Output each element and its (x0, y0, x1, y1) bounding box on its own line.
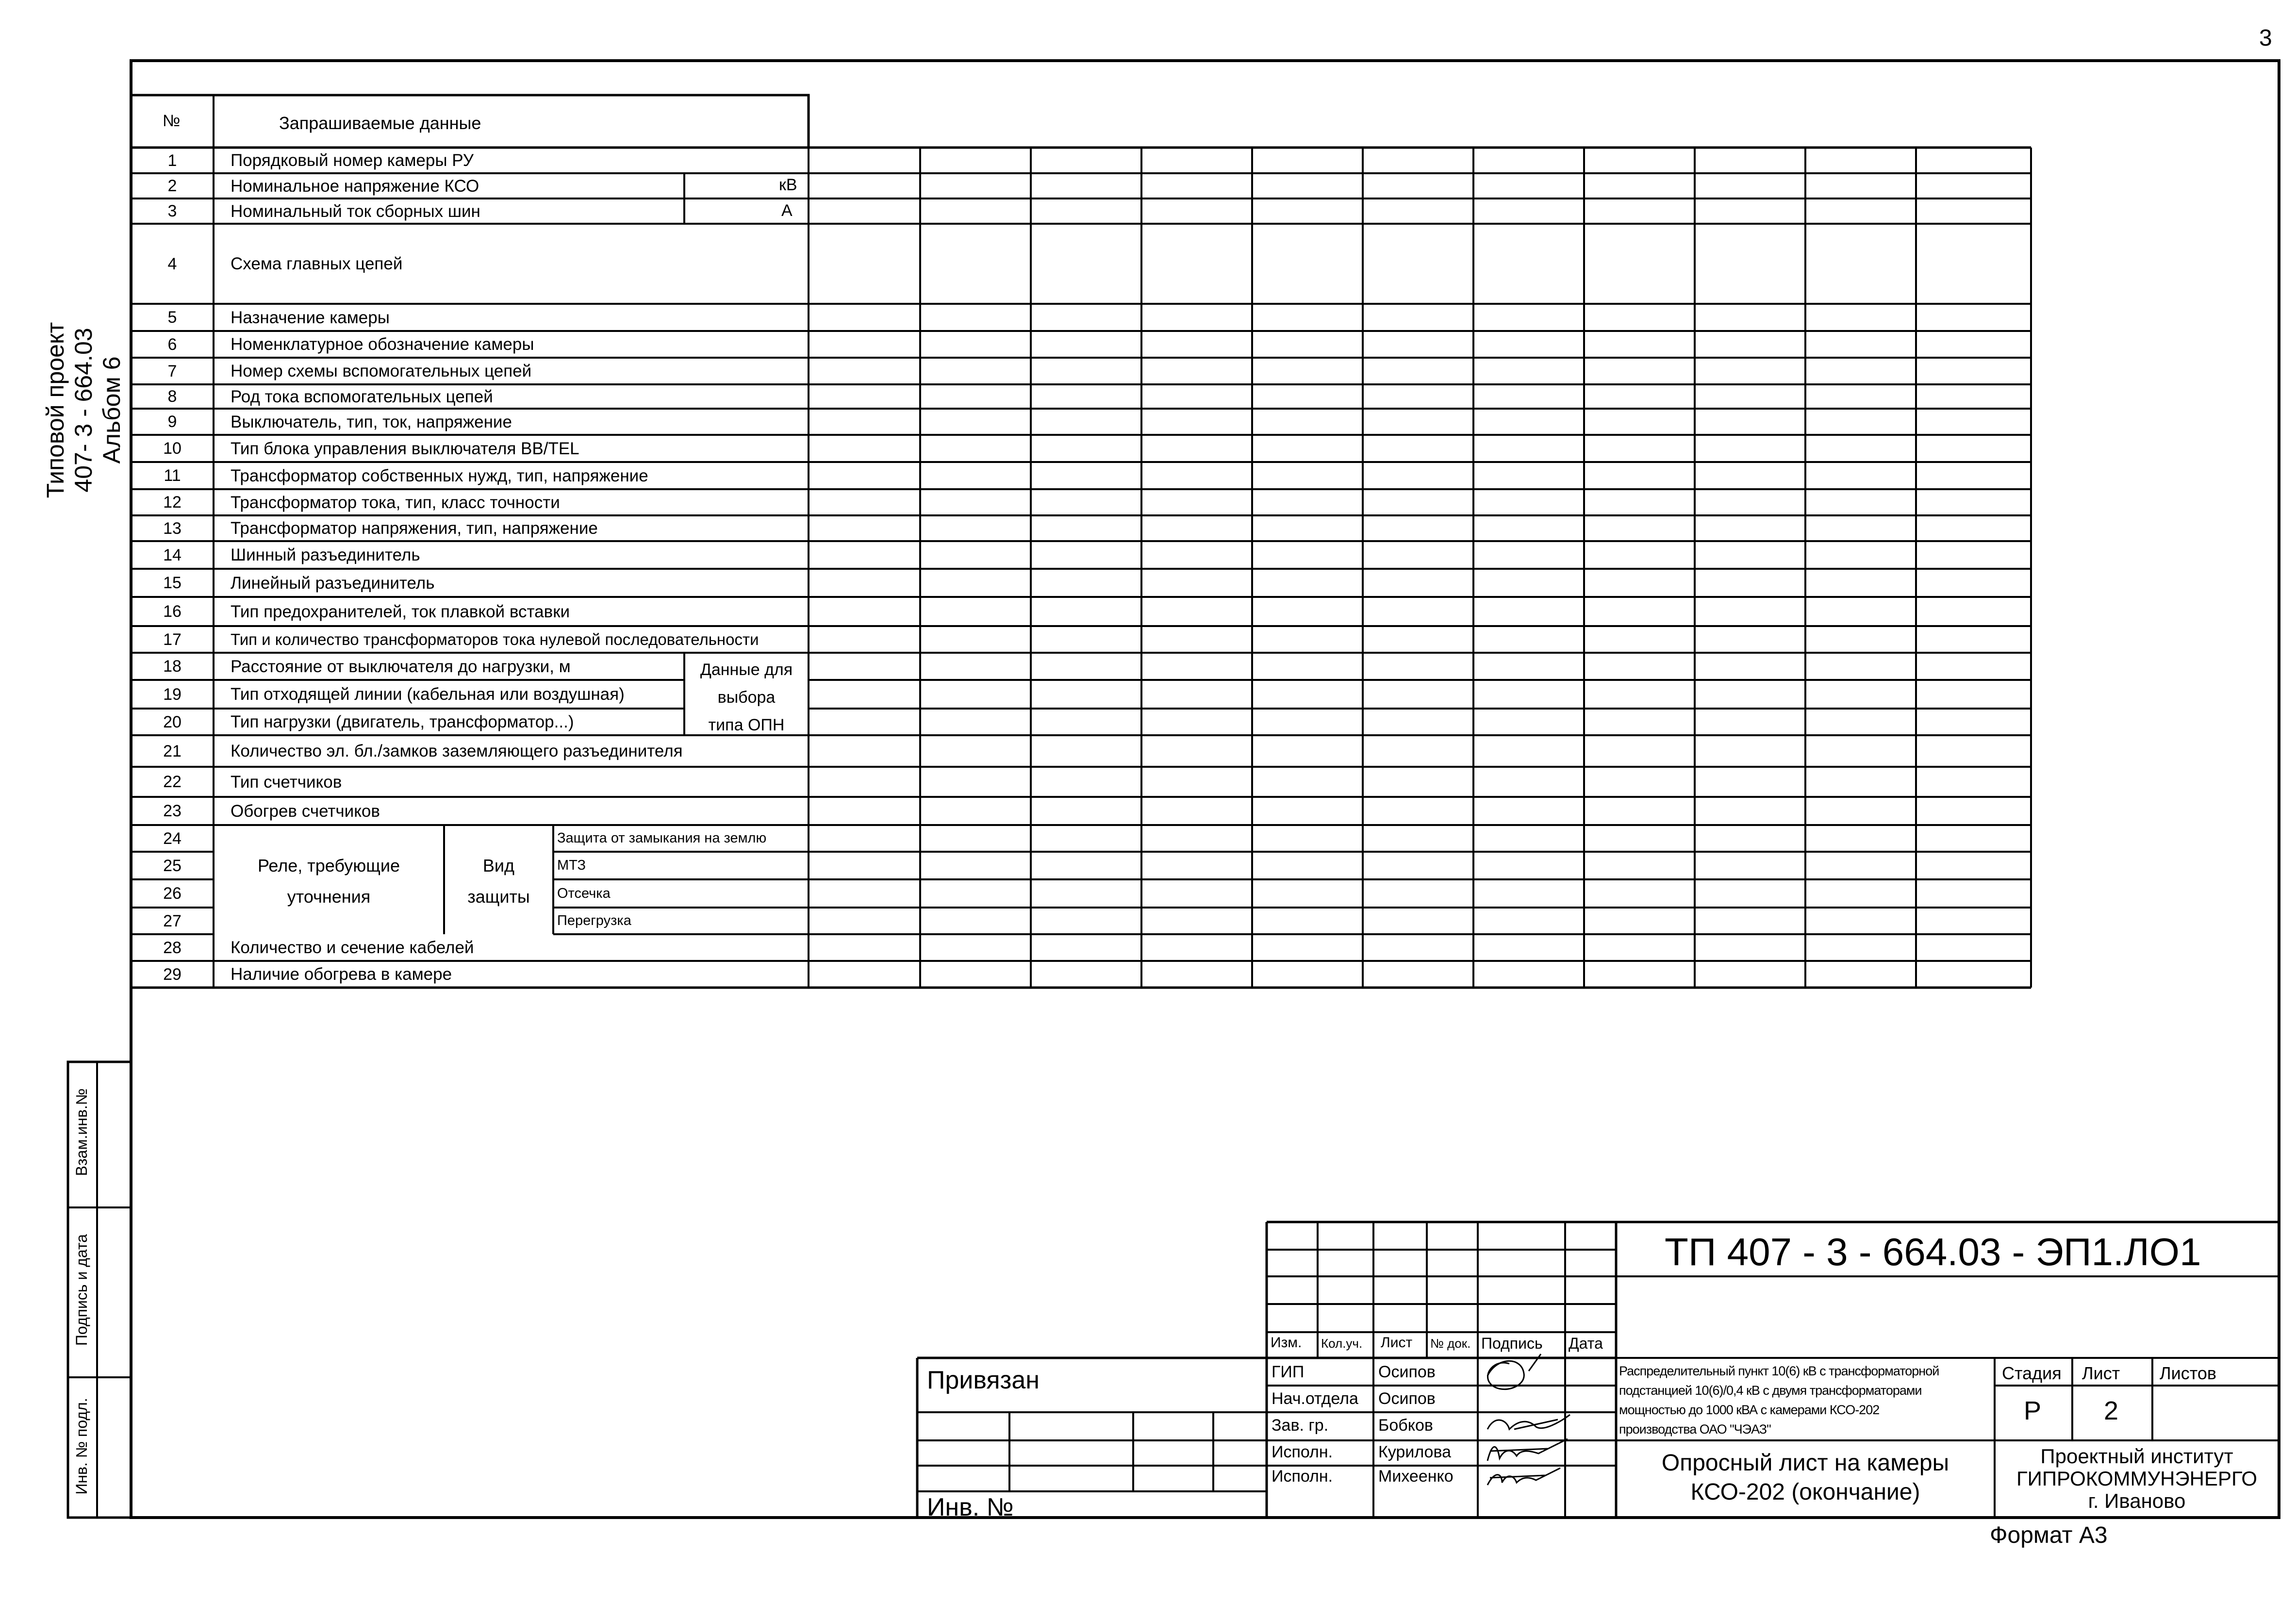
row-number: 4 (167, 254, 177, 273)
stage-label: Стадия (2002, 1363, 2062, 1383)
row-question: Схема главных цепей (231, 254, 403, 273)
role-label: Исполн. (1272, 1443, 1333, 1461)
row-question: Номинальный ток сборных шин (231, 201, 480, 221)
row-number: 22 (163, 773, 182, 791)
row-number: 12 (163, 493, 182, 512)
row-number: 15 (163, 574, 182, 592)
opn-note: Данные для выбора типа ОПН (700, 661, 793, 734)
row-question: Номинальное напряжение КСО (231, 176, 479, 196)
row-question: Количество и сечение кабелей (231, 938, 474, 957)
row-question: Защита от замыкания на землю (557, 830, 767, 846)
sheet-title: Опросный лист на камеры КСО-202 (окончание) (1661, 1450, 1949, 1505)
row-number: 28 (163, 938, 182, 957)
role-name: Бобков (1378, 1416, 1433, 1435)
row-question: Отсечка (557, 885, 611, 901)
unit-a: А (781, 201, 793, 220)
row-question: МТЗ (557, 858, 586, 873)
row-question: Тип блока управления выключателя BB/TEL (231, 439, 579, 458)
protection-label: Вид защиты (467, 856, 530, 907)
role-label: Нач.отдела (1272, 1389, 1358, 1408)
col-kol: Кол.уч. (1321, 1336, 1363, 1351)
podpis-data-label: Подпись и дата (73, 1234, 90, 1346)
privyazan-label: Привязан (927, 1366, 1040, 1394)
row-question: Обогрев счетчиков (231, 801, 380, 821)
row-number: 29 (163, 965, 182, 984)
row-question: Тип отходящей линии (кабельная или воздушная) (231, 685, 625, 704)
row-question: Тип и количество трансформаторов тока нулевой последовательности (231, 630, 759, 648)
row-question: Номер схемы вспомогательных цепей (231, 362, 532, 380)
row-number: 9 (167, 413, 177, 431)
row-number: 10 (163, 439, 182, 458)
doc-code: ТП 407 - 3 - 664.03 - ЭП1.ЛО1 (1665, 1230, 2201, 1273)
row-number: 8 (167, 387, 177, 406)
unit-kv: кВ (779, 176, 797, 194)
row-question: Расстояние от выключателя до нагрузки, м (231, 657, 571, 676)
row-number: 2 (167, 177, 177, 195)
col-ndok: № док. (1430, 1336, 1471, 1351)
header-data: Запрашиваемые данные (279, 113, 481, 133)
row-number: 24 (163, 829, 182, 848)
row-question: Род тока вспомогательных цепей (231, 387, 493, 406)
row-question: Порядковый номер камеры РУ (231, 151, 474, 170)
row-number: 1 (167, 151, 177, 170)
inv-no-label: Инв. № (927, 1493, 1014, 1521)
project-line-2: 407- 3 - 664.03 (70, 328, 97, 493)
row-number: 27 (163, 911, 182, 930)
row-question: Наличие обогрева в камере (231, 965, 452, 984)
row-number: 13 (163, 519, 182, 538)
row-number: 23 (163, 802, 182, 820)
project-line-1: Типовой проект (42, 322, 69, 498)
role-name: Михеенко (1378, 1467, 1454, 1486)
row-question: Шинный разъединитель (231, 545, 420, 564)
project-line-3: Альбом 6 (98, 356, 125, 464)
row-question: Назначение камеры (231, 308, 390, 327)
row-number: 17 (163, 630, 182, 649)
col-list: Лист (1381, 1335, 1413, 1351)
row-question: Трансформатор тока, тип, класс точности (231, 493, 560, 512)
row-question: Выключатель, тип, ток, напряжение (231, 412, 512, 431)
row-question: Тип счетчиков (231, 772, 342, 792)
row-number: 6 (167, 335, 177, 354)
row-number: 21 (163, 742, 182, 760)
row-question: Количество эл. бл./замков заземляющего разъединителя (231, 742, 683, 760)
sheet-value: 2 (2104, 1396, 2119, 1425)
row-question: Перегрузка (557, 913, 631, 928)
row-number: 20 (163, 712, 182, 731)
row-question: Трансформатор собственных нужд, тип, напряжение (231, 466, 648, 485)
row-number: 14 (163, 545, 182, 564)
format-label: Формат А3 (1990, 1522, 2108, 1548)
row-number: 16 (163, 602, 182, 621)
col-data: Дата (1569, 1335, 1603, 1352)
row-number: 25 (163, 856, 182, 875)
row-number: 26 (163, 884, 182, 903)
row-question: Тип нагрузки (двигатель, трансформатор...) (231, 712, 574, 731)
object-description: Распределительный пункт 10(6) кВ с трансформаторной подстанцией 10(6)/0,4 кВ с двумя трансформаторами мощностью до 1000 кВА с камерами КСО-202 производства ОАО "ЧЭАЗ" (1619, 1364, 1939, 1437)
vzam-inv-label: Взам.инв.№ (73, 1088, 90, 1176)
row-number: 11 (164, 466, 181, 485)
header-no: № (163, 112, 181, 130)
sheets-label: Листов (2160, 1363, 2216, 1383)
row-number: 7 (167, 362, 177, 380)
row-question: Трансформатор напряжения, тип, напряжение (231, 519, 598, 538)
col-izm: Изм. (1271, 1335, 1302, 1351)
col-podpis: Подпись (1481, 1335, 1543, 1352)
role-name: Осипов (1378, 1389, 1436, 1408)
row-question: Тип предохранителей, ток плавкой вставки (231, 602, 570, 621)
row-number: 19 (163, 685, 182, 704)
role-label: ГИП (1272, 1363, 1305, 1381)
role-name: Осипов (1378, 1363, 1436, 1381)
role-label: Зав. гр. (1272, 1416, 1329, 1435)
page-number: 3 (2259, 25, 2272, 51)
organization: Проектный институт ГИПРОКОММУНЭНЕРГО г. Иваново (2016, 1445, 2258, 1512)
row-number: 5 (167, 308, 177, 327)
row-question: Номенклатурное обозначение камеры (231, 335, 534, 354)
inv-podl-label: Инв. № подл. (73, 1398, 90, 1495)
role-name: Курилова (1378, 1443, 1452, 1461)
relay-label: Реле, требующие уточнения (258, 856, 400, 907)
row-number: 3 (167, 202, 177, 220)
row-question: Линейный разъединитель (231, 573, 435, 593)
stage-value: Р (2024, 1396, 2042, 1425)
sheet-label: Лист (2082, 1363, 2120, 1383)
row-number: 18 (163, 657, 182, 676)
role-label: Исполн. (1272, 1467, 1333, 1486)
